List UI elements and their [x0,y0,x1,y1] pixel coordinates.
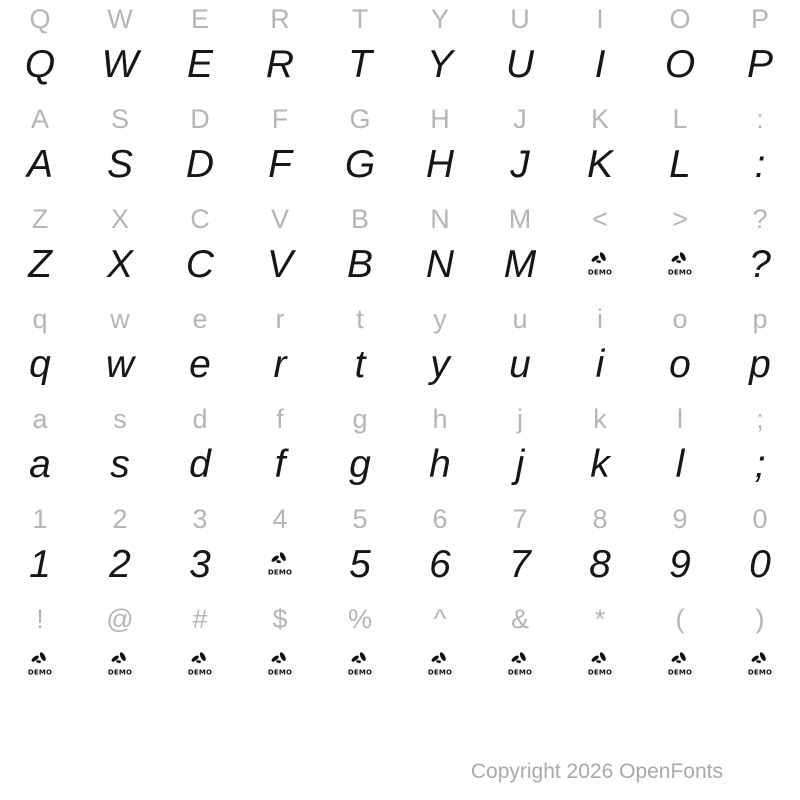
font-glyph: j [515,442,525,486]
glyph-cell [240,400,320,500]
glyph-cell [240,100,320,200]
reference-char: X [110,203,129,234]
demo-ornament-icon [748,651,772,677]
specimen-row-lowercase-asdf-row [0,400,800,500]
reference-char: q [32,303,48,334]
font-glyph: t [354,342,366,386]
font-glyph: 2 [109,542,131,586]
font-glyph: B [346,242,373,286]
glyph-cell [720,600,800,700]
reference-char: B [350,203,369,234]
specimen-row-symbols-row [0,600,800,700]
demo-label: DEMO [588,268,612,277]
font-glyph: i [595,342,605,386]
reference-char: 9 [672,503,688,534]
glyph-cell [640,600,720,700]
glyph-cell [400,500,480,600]
reference-char: P [750,3,769,34]
copyright-text: Copyright 2026 OpenFonts [470,760,723,783]
reference-char: % [347,603,372,634]
glyph-cell [320,600,400,700]
reference-char: 8 [592,503,608,534]
demo-ornament-icon [668,251,692,277]
glyph-cell [320,300,400,400]
font-glyph: O [664,42,696,86]
font-glyph: q [29,342,51,386]
glyph-cell [480,500,560,600]
demo-label: DEMO [588,668,612,677]
demo-label: DEMO [508,668,532,677]
font-glyph: 8 [589,542,611,586]
font-glyph: C [185,242,215,286]
glyph-cell [80,300,160,400]
reference-char: ; [756,403,764,434]
glyph-cell [240,200,320,300]
font-glyph: H [425,142,455,186]
reference-char: ! [36,603,44,634]
font-glyph: r [273,342,287,386]
reference-char: 5 [352,503,368,534]
demo-placeholder-glyph [588,238,612,290]
demo-ornament-icon [428,651,452,677]
glyph-cell [240,600,320,700]
glyph-cell [480,100,560,200]
font-glyph: s [110,442,130,486]
glyph-cell [400,300,480,400]
font-glyph: w [105,342,135,386]
glyph-cell [320,500,400,600]
font-glyph: h [429,442,451,486]
glyph-cell [80,500,160,600]
demo-placeholder-glyph [668,238,692,290]
font-glyph: Q [24,42,56,86]
font-glyph: g [349,442,371,486]
glyph-cell [0,500,80,600]
reference-char: t [356,303,364,334]
glyph-cell [240,500,320,600]
reference-char: & [510,603,529,634]
demo-placeholder-glyph [748,638,772,690]
font-glyph: ? [749,242,771,286]
demo-label: DEMO [268,568,292,577]
reference-char: d [192,403,208,434]
glyph-cell [320,0,400,100]
reference-char: e [192,303,208,334]
glyph-cell [0,400,80,500]
reference-char: ^ [433,603,447,634]
reference-char: ) [755,603,765,634]
font-glyph: e [189,342,211,386]
reference-char: 2 [112,503,128,534]
reference-char: V [270,203,289,234]
demo-label: DEMO [188,668,212,677]
font-glyph: Z [28,242,52,286]
glyph-cell [0,600,80,700]
glyph-cell [640,300,720,400]
reference-char: 0 [752,503,768,534]
reference-char: 4 [272,503,288,534]
reference-char: l [677,403,683,434]
reference-char: a [32,403,48,434]
reference-char: p [752,303,768,334]
glyph-cell [400,600,480,700]
font-glyph: 3 [189,542,211,586]
specimen-row-uppercase-zxcv-row [0,200,800,300]
font-glyph: P [746,42,773,86]
font-glyph: I [594,42,606,86]
demo-placeholder-glyph [28,638,52,690]
font-glyph: p [749,342,771,386]
demo-placeholder-glyph [428,638,452,690]
font-glyph: S [106,142,133,186]
demo-label: DEMO [668,668,692,677]
glyph-cell [160,300,240,400]
font-glyph: k [590,442,610,486]
glyph-cell [720,300,800,400]
demo-label: DEMO [108,668,132,677]
glyph-cell [80,200,160,300]
glyph-cell [480,300,560,400]
reference-char: 1 [32,503,48,534]
demo-placeholder-glyph [268,538,292,590]
reference-char: y [433,303,447,334]
glyph-cell [560,400,640,500]
reference-char: j [517,403,523,434]
font-glyph: y [430,342,450,386]
reference-char: E [190,3,209,34]
reference-char: C [190,203,210,234]
demo-label: DEMO [748,668,772,677]
reference-char: N [430,203,450,234]
glyph-cell [720,400,800,500]
reference-char: $ [272,603,288,634]
demo-ornament-icon [668,651,692,677]
demo-placeholder-glyph [108,638,132,690]
glyph-cell [0,300,80,400]
reference-char: H [430,103,450,134]
glyph-cell [240,300,320,400]
demo-ornament-icon [508,651,532,677]
reference-char: : [756,103,764,134]
font-glyph: l [675,442,685,486]
font-glyph: a [29,442,51,486]
demo-ornament-icon [108,651,132,677]
font-glyph: R [265,42,295,86]
font-glyph: J [510,142,530,186]
font-glyph: W [101,42,139,86]
reference-char: Q [29,3,51,34]
font-glyph: : [754,142,766,186]
reference-char: g [352,403,368,434]
font-glyph: u [509,342,531,386]
glyph-cell [80,400,160,500]
glyph-cell [80,100,160,200]
font-glyph: ; [754,442,766,486]
reference-char: R [270,3,290,34]
demo-ornament-icon [588,651,612,677]
reference-char: i [597,303,603,334]
reference-char: O [669,3,691,34]
glyph-cell [160,600,240,700]
reference-char: G [349,103,371,134]
demo-ornament-icon [188,651,212,677]
font-glyph: Y [426,42,453,86]
font-glyph: d [189,442,211,486]
glyph-cell [640,200,720,300]
glyph-cell [560,200,640,300]
glyph-cell [560,100,640,200]
glyph-cell [320,100,400,200]
specimen-row-digits-row [0,500,800,600]
demo-placeholder-glyph [268,638,292,690]
font-glyph: X [106,242,133,286]
reference-char: * [594,603,606,634]
glyph-cell [160,0,240,100]
reference-char: o [672,303,688,334]
demo-ornament-icon [588,251,612,277]
demo-ornament-icon [28,651,52,677]
font-glyph: 7 [509,542,531,586]
reference-char: S [110,103,129,134]
reference-char: # [192,603,208,634]
font-glyph: o [669,342,691,386]
font-glyph: 5 [349,542,371,586]
glyph-cell [0,100,80,200]
reference-char: @ [106,603,134,634]
reference-char: ( [675,603,685,634]
demo-ornament-icon [268,551,292,577]
glyph-cell [560,600,640,700]
reference-char: h [432,403,448,434]
glyph-cell [720,100,800,200]
demo-placeholder-glyph [588,638,612,690]
reference-char: > [672,203,688,234]
font-glyph: D [185,142,215,186]
reference-char: Z [31,203,49,234]
glyph-cell [560,0,640,100]
glyph-cell [160,500,240,600]
demo-placeholder-glyph [188,638,212,690]
glyph-cell [240,0,320,100]
glyph-cell [160,400,240,500]
reference-char: D [190,103,210,134]
glyph-cell [80,600,160,700]
reference-char: K [590,103,609,134]
glyph-cell [0,0,80,100]
font-glyph: 9 [669,542,691,586]
glyph-cell [480,600,560,700]
font-glyph: N [425,242,455,286]
demo-placeholder-glyph [348,638,372,690]
glyph-cell [480,0,560,100]
font-glyph: 0 [749,542,771,586]
reference-char: s [113,403,127,434]
glyph-cell [640,0,720,100]
demo-label: DEMO [668,268,692,277]
demo-label: DEMO [348,668,372,677]
reference-char: I [596,3,604,34]
reference-char: W [107,3,133,34]
specimen-row-uppercase-qwerty-row [0,0,800,100]
demo-label: DEMO [268,668,292,677]
font-glyph: M [503,242,537,286]
glyph-cell [400,100,480,200]
specimen-row-uppercase-asdf-row [0,100,800,200]
reference-char: Y [430,3,449,34]
font-glyph: F [268,142,292,186]
glyph-cell [320,400,400,500]
reference-char: A [30,103,49,134]
glyph-cell [160,200,240,300]
reference-char: w [110,303,130,334]
glyph-cell [640,100,720,200]
demo-placeholder-glyph [508,638,532,690]
reference-char: < [592,203,608,234]
glyph-cell [720,200,800,300]
reference-char: k [593,403,607,434]
font-glyph: K [586,142,613,186]
reference-char: 6 [432,503,448,534]
reference-char: ? [752,203,768,234]
font-glyph: G [344,142,376,186]
reference-char: r [275,303,285,334]
reference-char: J [513,103,527,134]
reference-char: f [276,403,284,434]
reference-char: u [512,303,528,334]
glyph-cell [400,200,480,300]
font-glyph: U [505,42,535,86]
font-glyph: E [186,42,213,86]
reference-char: U [510,3,530,34]
glyph-cell [480,200,560,300]
demo-label: DEMO [28,668,52,677]
font-glyph: 6 [429,542,451,586]
glyph-cell [400,400,480,500]
specimen-row-lowercase-qwerty-row [0,300,800,400]
glyph-cell [160,100,240,200]
glyph-cell [720,500,800,600]
glyph-cell [720,0,800,100]
demo-ornament-icon [348,651,372,677]
font-glyph: f [274,442,286,486]
font-glyph: A [26,142,53,186]
glyph-cell [560,300,640,400]
glyph-cell [560,500,640,600]
reference-char: T [351,3,369,34]
font-glyph: 1 [29,542,51,586]
glyph-cell [400,0,480,100]
glyph-cell [640,400,720,500]
reference-char: F [271,103,289,134]
glyph-cell [480,400,560,500]
reference-char: 3 [192,503,208,534]
glyph-cell [640,500,720,600]
glyph-cell [80,0,160,100]
glyph-cell [0,200,80,300]
reference-char: 7 [512,503,528,534]
demo-ornament-icon [268,651,292,677]
demo-label: DEMO [428,668,452,677]
font-glyph: T [348,42,372,86]
glyph-cell [320,200,400,300]
demo-placeholder-glyph [668,638,692,690]
reference-char: M [508,203,532,234]
font-glyph: L [669,142,691,186]
reference-char: L [672,103,688,134]
font-glyph: V [266,242,293,286]
